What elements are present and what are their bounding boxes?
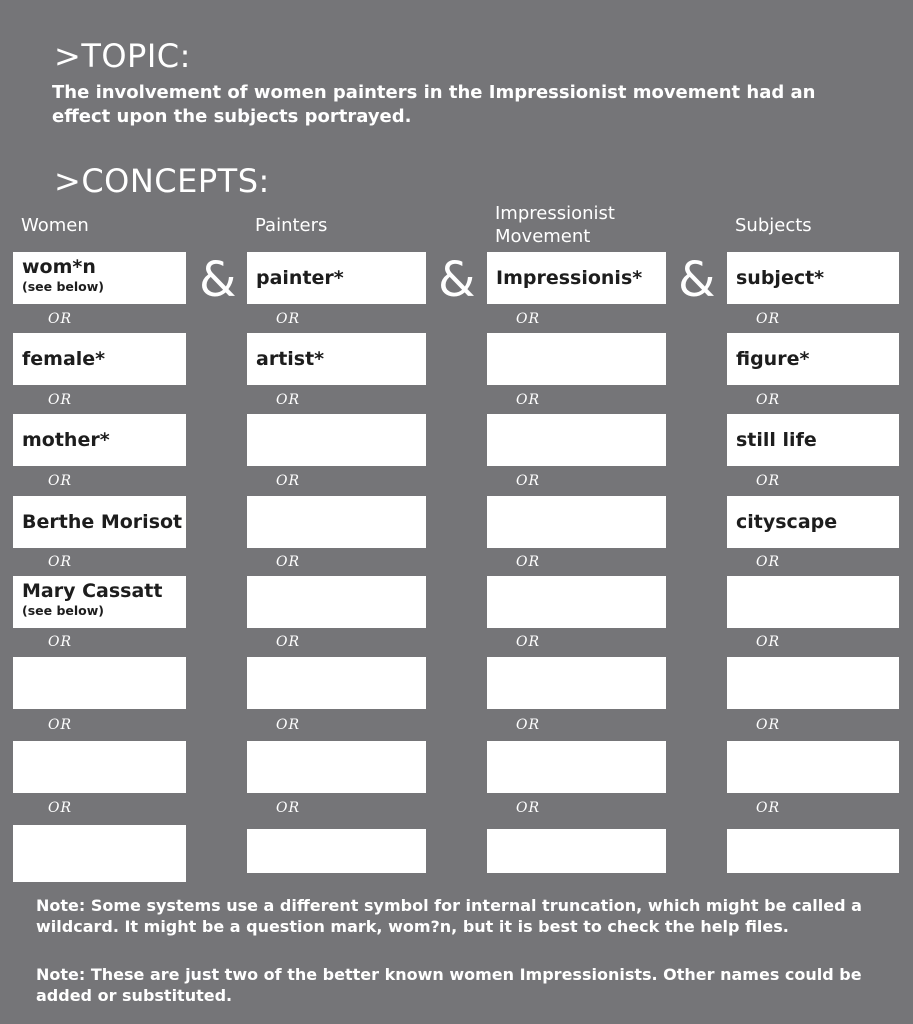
and-symbol: &: [678, 252, 716, 308]
or-label: OR: [48, 800, 73, 816]
term-box[interactable]: [487, 829, 666, 873]
or-label: OR: [516, 311, 541, 327]
term-box[interactable]: [247, 829, 426, 873]
term-note: (see below): [22, 279, 105, 294]
term-text: wom*n: [22, 256, 96, 278]
topic-heading: >TOPIC:: [54, 37, 191, 75]
term-text: mother*: [22, 429, 110, 451]
term-box[interactable]: [247, 657, 426, 709]
note-impressionists: Note: These are just two of the better known women Impressionists. Other names could be added or substituted.: [36, 965, 862, 1005]
or-label: OR: [756, 311, 781, 327]
term-text: Mary Cassatt: [22, 580, 163, 602]
or-label: OR: [276, 473, 301, 489]
concepts-heading: >CONCEPTS:: [54, 162, 270, 200]
or-label: OR: [516, 473, 541, 489]
term-box[interactable]: [727, 496, 899, 548]
term-box[interactable]: [727, 333, 899, 385]
term-text: painter*: [256, 267, 344, 289]
term-box[interactable]: [727, 414, 899, 466]
term-box[interactable]: [727, 741, 899, 793]
term-text: Berthe Morisot: [22, 511, 183, 533]
or-label: OR: [756, 634, 781, 650]
term-box[interactable]: [247, 496, 426, 548]
or-label: OR: [48, 717, 73, 733]
or-label: OR: [516, 634, 541, 650]
term-text: cityscape: [736, 511, 838, 533]
note-truncation: Note: Some systems use a different symbol for internal truncation, which might be called a wildcard. It might be a question mark, wom?n, but it is best to check the help files.: [36, 896, 862, 936]
term-box[interactable]: [13, 576, 186, 628]
term-box[interactable]: [487, 496, 666, 548]
term-text: figure*: [736, 348, 810, 370]
term-box[interactable]: [487, 576, 666, 628]
term-box[interactable]: [727, 576, 899, 628]
or-label: OR: [48, 392, 73, 408]
term-box[interactable]: [247, 333, 426, 385]
and-symbol: &: [438, 252, 476, 308]
term-box[interactable]: [13, 741, 186, 793]
or-label: OR: [756, 717, 781, 733]
or-label: OR: [516, 554, 541, 570]
column-header-2: Impressionist Movement: [495, 203, 615, 247]
or-label: OR: [756, 554, 781, 570]
term-box[interactable]: [487, 657, 666, 709]
or-label: OR: [48, 554, 73, 570]
or-label: OR: [516, 717, 541, 733]
or-label: OR: [48, 634, 73, 650]
column-header-1: Painters: [255, 215, 328, 236]
or-label: OR: [276, 554, 301, 570]
or-label: OR: [276, 634, 301, 650]
column-header-3: Subjects: [735, 215, 812, 236]
term-box[interactable]: [13, 252, 186, 304]
term-box[interactable]: [487, 741, 666, 793]
column-header-0: Women: [21, 215, 89, 236]
term-text: Impressionis*: [496, 267, 643, 289]
term-note: (see below): [22, 603, 105, 618]
term-box[interactable]: [247, 414, 426, 466]
term-box[interactable]: [487, 414, 666, 466]
or-label: OR: [276, 800, 301, 816]
term-box[interactable]: [487, 252, 666, 304]
term-box[interactable]: [247, 741, 426, 793]
or-label: OR: [48, 473, 73, 489]
term-text: artist*: [256, 348, 325, 370]
and-symbol: &: [199, 252, 237, 308]
term-box[interactable]: [13, 825, 186, 882]
term-text: female*: [22, 348, 106, 370]
term-box[interactable]: [247, 252, 426, 304]
or-label: OR: [516, 392, 541, 408]
or-label: OR: [516, 800, 541, 816]
term-box[interactable]: [727, 252, 899, 304]
term-text: still life: [736, 429, 817, 451]
term-box[interactable]: [727, 829, 899, 873]
or-label: OR: [276, 392, 301, 408]
or-label: OR: [48, 311, 73, 327]
term-text: subject*: [736, 267, 825, 289]
term-box[interactable]: [13, 414, 186, 466]
term-box[interactable]: [247, 576, 426, 628]
or-label: OR: [756, 392, 781, 408]
or-label: OR: [276, 311, 301, 327]
term-box[interactable]: [13, 496, 186, 548]
term-box[interactable]: [13, 657, 186, 709]
or-label: OR: [756, 800, 781, 816]
term-box[interactable]: [13, 333, 186, 385]
topic-text: The involvement of women painters in the Impressionist movement had an effect upon the subjects portrayed.: [52, 82, 816, 127]
or-label: OR: [756, 473, 781, 489]
term-box[interactable]: [487, 333, 666, 385]
or-label: OR: [276, 717, 301, 733]
term-box[interactable]: [727, 657, 899, 709]
